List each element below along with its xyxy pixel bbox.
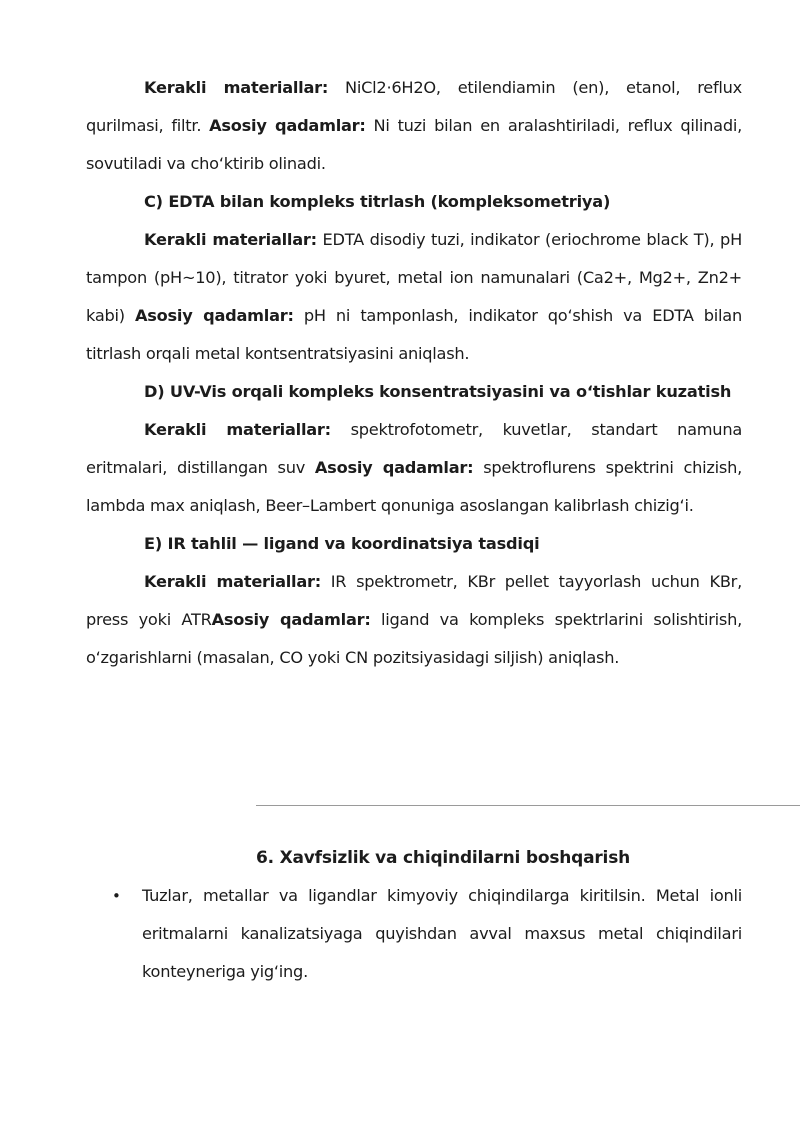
section-title-safety: 6. Xavfsizlik va chiqindilarni boshqarish — [255, 848, 631, 868]
heading-uv-vis: D) UV-Vis orqali kompleks konsentratsiyasini va o‘tishlar kuzatish — [144, 382, 732, 401]
materials-label: Kerakli materiallar: — [144, 572, 321, 591]
heading-ir-analysis: E) IR tahlil — ligand va koordinatsiya tasdiqi — [144, 534, 540, 553]
materials-text: spektrofotometr, kuvetlar, standart namuna eritmalari, distillangan suv — [86, 420, 743, 477]
steps-text: Ni tuzi bilan en aralashtiriladi, reflux qilinadi, sovutiladi va cho‘ktirib olinadi. — [86, 116, 742, 173]
bullet-icon: • — [112, 887, 121, 905]
paragraph-materials-ir — [86, 563, 742, 677]
steps-label: Asosiy qadamlar: — [211, 610, 371, 629]
content-block-top — [86, 69, 742, 677]
steps-label: Asosiy qadamlar: — [134, 306, 294, 325]
paragraph-materials-ni-complex — [86, 69, 742, 183]
materials-text: IR spektrometr, KBr pellet tayyorlash uchun KBr, press yoki ATR — [86, 572, 742, 629]
steps-label: Asosiy qadamlar: — [209, 116, 366, 135]
steps-text: pH ni tamponlash, indikator qo‘shish va EDTA bilan titrlash orqali metal kontsentratsiyasini aniqlash. — [86, 306, 742, 363]
materials-text: NiCl2·6H2O, etilendiamin (en), etanol, reflux qurilmasi, filtr. — [86, 78, 742, 135]
steps-text: ligand va kompleks spektrlarini solishtirish, o‘zgarishlarni (masalan, CO yoki CN pozitsiyasidagi siljish) aniqlash. — [86, 610, 742, 667]
heading-edta-titration: C) EDTA bilan kompleks titrlash (kompleksometriya) — [144, 192, 611, 211]
paragraph-materials-edta — [86, 221, 742, 373]
section-divider — [256, 805, 800, 806]
materials-label: Kerakli materiallar: — [144, 230, 317, 249]
materials-label: Kerakli materiallar: — [144, 420, 331, 439]
list-item — [112, 877, 742, 991]
paragraph-materials-uv-vis — [86, 411, 742, 525]
materials-text: EDTA disodiy tuzi, indikator (eriochrome black T), pH tampon (pH~10), titrator yoki byuret, metal ion namunalari (Ca2+, Mg2+, Zn2+ kabi) — [86, 230, 742, 325]
steps-text: spektroflurens spektrini chizish, lambda max aniqlash, Beer–Lambert qonuniga asoslangan kalibrlash chizig‘i. — [86, 458, 742, 515]
materials-label: Kerakli materiallar: — [144, 78, 329, 97]
bullet-text: Tuzlar, metallar va ligandlar kimyoviy chiqindilarga kiritilsin. Metal ionli eritmalarni kanalizatsiyaga quyishdan avval maxsus metal chiqindilari konteyneriga yig‘ing. — [142, 886, 742, 981]
steps-label: Asosiy qadamlar: — [314, 458, 474, 477]
